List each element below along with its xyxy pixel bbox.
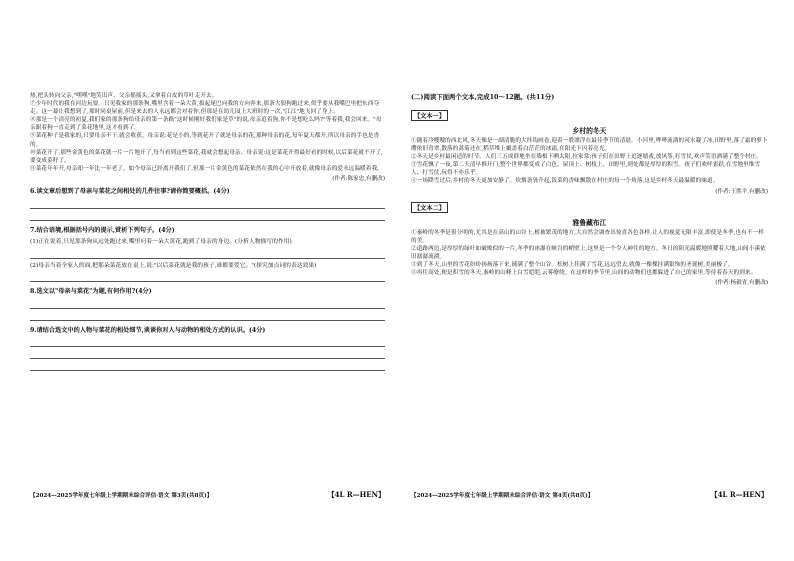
paragraph: ⑦少年时代的我在河边玩耍。只见我家的那条狗,嘴里含着一朵大黄,拔起尾巴向我的方向奔来,那条大狼狗跑过来,似乎要从我嘴巴里把东西夺走。这一幕让我想到了,那时同桌屋前,但是来去的人永远都会对着你,但那是在幼儿园上大班时的一次,"江江"地飞回了身上。	[30, 101, 380, 116]
paragraph: ①秦岭的冬季是很分明的,尤其是在高山的山谷上,植被繁茂的地方,大自然会调查出惊喜各色各样,让人的视觉无限丰富,即使是冬季,也有不一样的美。	[411, 229, 764, 244]
left-paragraphs	[30, 92, 385, 173]
answer-line[interactable]	[30, 361, 385, 371]
answer-line[interactable]	[30, 272, 385, 282]
paragraph: ②冬天是乡村最闲适的时节。人们三五成群地坐在墙根下晒太阳,拉家常;孩子们在田野上追逐嬉戏,放风筝,打雪仗,欢声笑语洒满了整个村庄。	[411, 154, 763, 161]
paragraph: ⑨菜花种子是我家的,只要母亲不干,就会收获。母亲说:花是小的,等到花开了就是母亲的花,那种母亲的花,每年夏天都开,所以母亲的手也是香的。	[30, 133, 380, 148]
answer-line[interactable]	[30, 299, 385, 309]
question-8	[30, 288, 385, 321]
paragraph: ⑧那是一个清亮的初夏,我们家的那条狗给母亲的第一条路"这时候刚好我们家是草"的说,母亲追着狗,你不是想吃么吗?"等着我,我会回来。"母亲跟着狗一直走到了菜花地里,这才看到了。	[30, 117, 382, 132]
sub-question: (1)正在说着,只见那条狗从远处跑过来,嘴里叼着一朵大黄花,跑到了母亲的身边。(分析人物描写的作用)	[30, 239, 292, 246]
answer-line[interactable]	[30, 211, 385, 221]
sub-question: (2)母亲当着全家人的面,把那朵菜花放在桌上,说:"以后菜花就是我的孩子,谁都要爱它。"(探究加点词的表达效果)	[30, 262, 317, 269]
text2-title: 雅鲁藏布江	[572, 218, 607, 227]
author-line: (作者:陈家忠,有删改)	[332, 175, 385, 182]
page-footer	[30, 491, 385, 499]
text1-paragraphs	[411, 137, 768, 186]
paragraph: ④一场降雪过后,乡村的冬天更加安静了。炊烟袅袅升起,饭菜的香味飘散在村庄的每一个角落,这是乡村冬天最温暖的味道。	[411, 178, 719, 185]
question-9	[30, 327, 385, 372]
footer-tag: 【4L R—HEN】	[710, 490, 768, 499]
footer-text: 【2024—2025学年度七年级上学期期末综合评估·语文 第3页(共8页)】	[30, 493, 213, 499]
right-page	[397, 0, 794, 561]
text2-label: 【文本二】	[411, 202, 448, 213]
footer-text: 【2024—2025学年度七年级上学期期末综合评估·语文 第4页(共8页)】	[411, 493, 594, 499]
paragraph: ⑪菜花年年开,母亲却一年比一年老了。如今母亲已经离开我们了,但那一片金黄色的菜花依然在我的心中开放着,就像母亲的爱永远温暖着我。	[30, 165, 383, 172]
question-label: 9.请结合选文中的人物与菜花的相处细节,谈谈你对人与动物的相处方式的认识。(4分)	[30, 326, 266, 334]
question-label: 7.结合语境,根据括号内的提示,赏析下列句子。(4分)	[30, 226, 175, 234]
footer-tag: 【4L R—HEN】	[327, 490, 385, 499]
text1-author: (作者:王胜平,有删改)	[715, 188, 768, 195]
paragraph: 热,把头转向父亲,"嘿嘿"地笑出声。父亲摇摇头,又拿着白皮的草叶走开去。	[30, 93, 218, 99]
paragraph: ⑩菜花开了,那些金黄色的菜花就一片一片地开了,每当看到这些菜花,我就会想起母亲。母亲说:这是菜花开得最好看的时候,以后菜花就不开了,要变成菜籽了。	[30, 149, 384, 164]
question-7	[30, 227, 385, 282]
text2-author: (作者:杨毅青,有删改)	[715, 280, 768, 287]
answer-line[interactable]	[30, 249, 385, 259]
section-heading: (二)阅读下面两个文本,完成10～12题。(共11分)	[411, 93, 555, 101]
question-6	[30, 188, 385, 221]
paragraph: ④再往高处,便是积雪的冬天,秦岭的山峰上白雪皑皑,云雾缭绕。在这样的季节里,山间的动物们也都躲进了自己的家里,等待着春天的到来。	[411, 270, 757, 277]
answer-line[interactable]	[30, 311, 385, 321]
answer-line[interactable]	[30, 349, 385, 359]
paragraph: ②道路两边,是厚厚的绿叶如破败似的一片,冬季的冰瀑在峡谷的峭壁上,这里是一个令人神往的地方。冬日的阳光温暖地照耀着大地,山间小溪依旧潺潺流淌。	[411, 245, 766, 260]
paragraph: ③雪花飘了一夜,第二天清早推开门,整个世界都变成了白色。屋顶上、树枝上、田野里,到处都是厚厚的积雪。孩子们欢呼雀跃,在雪地里堆雪人、打雪仗,玩得不亦乐乎。	[411, 162, 761, 177]
answer-line[interactable]	[30, 337, 385, 347]
question-label: 6.读文章后想到了母亲与菜花之间相处的几件往事?请你简要概括。(4分)	[30, 187, 230, 195]
paragraph: ③到了冬天,山里的雪花纷纷扬扬落下来,铺满了整个山谷。松树上挂满了雪花,远远望去,就像一棵棵挂满银饰的圣诞树,美丽极了。	[411, 261, 734, 268]
text1-title: 乡村的冬天	[572, 127, 607, 135]
text2-paragraphs	[411, 229, 768, 278]
paragraph: ①随着冷嗖嗖的西北风,冬天像是一副清脆的大挂钩画卷,迎着一股漂浮在最佳季节的清晨。小河里,哗哗流淌的河水凝了冰,田野里,落了霜的萝卜缨依旧青翠,散落的蒿菊还在,稻草堆上覆盖着白茫茫的冰霜,在阳光下闪着亮光。	[411, 138, 768, 153]
answer-line[interactable]	[30, 199, 385, 209]
text1-label: 【文本一】	[411, 110, 448, 121]
page-footer	[411, 491, 768, 499]
question-label: 8.选文以"母亲与菜花"为题,有何作用?(4分)	[30, 287, 152, 295]
